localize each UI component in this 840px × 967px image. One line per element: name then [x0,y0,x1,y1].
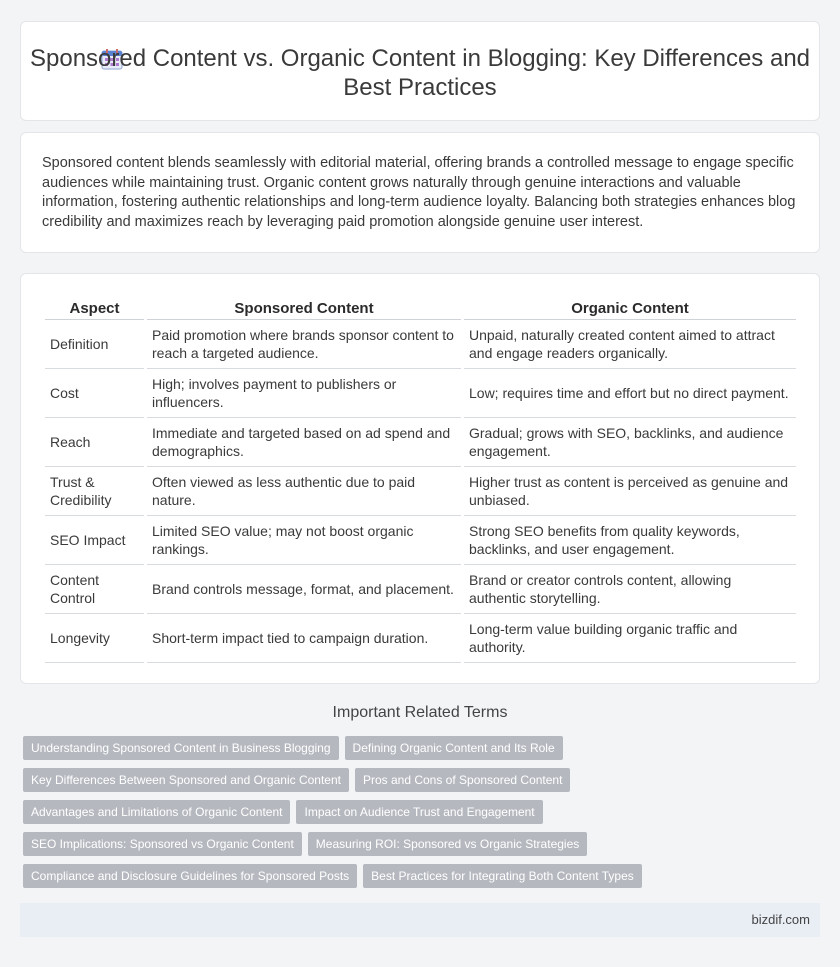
table-header-row [45,294,796,320]
page-title: Sponsored Content vs. Organic Content in Blogging: Key Differences and Best Practices [29,45,811,101]
cell-sponsored: Paid promotion where brands sponsor content to reach a targeted audience. [147,320,461,369]
cell-organic: Strong SEO benefits from quality keywords, backlinks, and user engagement. [464,516,796,565]
cell-sponsored: High; involves payment to publishers or influencers. [147,369,461,418]
cell-organic: Long-term value building organic traffic and authority. [464,614,796,663]
tag-row [23,832,823,864]
comparison-table-card [20,273,820,684]
cell-aspect: Content Control [45,565,144,614]
tag-row [23,864,823,896]
cell-organic: Brand or creator controls content, allowing authentic storytelling. [464,565,796,614]
table-row [45,369,796,418]
tag-row [23,800,823,832]
cell-aspect: Cost [45,369,144,418]
cell-aspect: Longevity [45,614,144,663]
tag-row [23,768,823,800]
cell-sponsored: Often viewed as less authentic due to paid nature. [147,467,461,516]
related-terms-title: Important Related Terms [332,704,508,721]
footer-site-link[interactable]: bizdif.com [751,912,810,927]
cell-organic: Higher trust as content is perceived as genuine and unbiased. [464,467,796,516]
cell-organic: Low; requires time and effort but no direct payment. [464,369,796,418]
header-sponsored: Sponsored Content [147,294,461,320]
header-card [20,21,820,121]
related-term-tag[interactable]: Defining Organic Content and Its Role [345,736,563,760]
intro-text: Sponsored content blends seamlessly with editorial material, offering brands a controlled message to engage specific audiences while maintaining trust. Organic content grows naturally through genuine interactions and valuable information, fostering authentic relationships and long-term audience loyalty. Balancing both strategies enhances blog credibility and maximizes reach by leveraging paid promotion alongside genuine user interest. [42,155,796,230]
table-row [45,565,796,614]
table-row [45,320,796,369]
footer [20,903,820,937]
related-term-tag[interactable]: Advantages and Limitations of Organic Content [23,800,290,824]
cell-sponsored: Short-term impact tied to campaign duration. [147,614,461,663]
cell-organic: Unpaid, naturally created content aimed to attract and engage readers organically. [464,320,796,369]
cell-aspect: Definition [45,320,144,369]
related-term-tag[interactable]: Impact on Audience Trust and Engagement [296,800,542,824]
related-term-tag[interactable]: Key Differences Between Sponsored and Organic Content [23,768,349,792]
table-row [45,516,796,565]
cell-sponsored: Brand controls message, format, and placement. [147,565,461,614]
related-term-tag[interactable]: Understanding Sponsored Content in Business Blogging [23,736,339,760]
header-aspect: Aspect [45,294,144,320]
cell-sponsored: Limited SEO value; may not boost organic rankings. [147,516,461,565]
related-term-tag[interactable]: Pros and Cons of Sponsored Content [355,768,570,792]
related-term-tag[interactable]: SEO Implications: Sponsored vs Organic Content [23,832,302,856]
table-row [45,467,796,516]
cell-aspect: Trust & Credibility [45,467,144,516]
table-row [45,614,796,663]
related-term-tag[interactable]: Compliance and Disclosure Guidelines for Sponsored Posts [23,864,357,888]
cell-aspect: SEO Impact [45,516,144,565]
header-organic: Organic Content [464,294,796,320]
comparison-table [42,294,799,663]
related-term-tag[interactable]: Measuring ROI: Sponsored vs Organic Strategies [308,832,587,856]
intro-card [20,132,820,253]
cell-sponsored: Immediate and targeted based on ad spend and demographics. [147,418,461,467]
cell-organic: Gradual; grows with SEO, backlinks, and audience engagement. [464,418,796,467]
cell-aspect: Reach [45,418,144,467]
table-row [45,418,796,467]
tag-row [23,736,823,768]
related-terms-list [23,736,823,896]
related-term-tag[interactable]: Best Practices for Integrating Both Content Types [363,864,642,888]
